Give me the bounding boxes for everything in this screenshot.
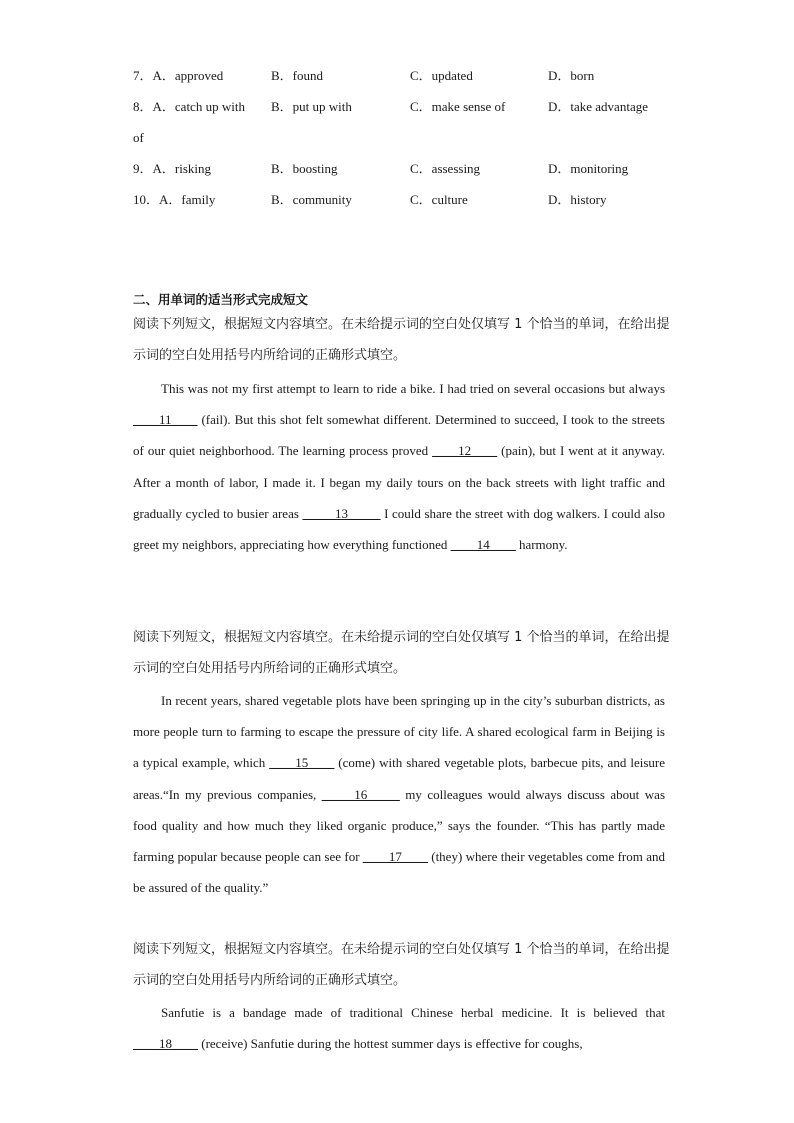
blank-12: ____12____ bbox=[432, 443, 498, 459]
q9-option-c: C．assessing bbox=[410, 161, 481, 176]
blank-18: ____18____ bbox=[133, 1036, 198, 1052]
q9-option-d: D．monitoring bbox=[548, 161, 629, 176]
q7-option-d: D．born bbox=[548, 68, 595, 83]
blank-13: _____13_____ bbox=[302, 505, 381, 521]
instruction-3: 阅读下列短文，根据短文内容填空。在未给提示词的空白处仅填写 1 个恰当的单词，在给出提示词的空白处用括号内所给词的正确形式填空。 bbox=[133, 942, 670, 988]
blank-16: _____16_____ bbox=[321, 786, 400, 802]
instruction-1: 阅读下列短文，根据短文内容填空。在未给提示词的空白处仅填写 1 个恰当的单词，在给出提示词的空白处用括号内所给词的正确形式填空。 bbox=[133, 317, 670, 363]
q8-option-b: B．put up with bbox=[271, 99, 352, 114]
q10-option-d: D．history bbox=[548, 192, 607, 207]
q9-option-b: B．boosting bbox=[271, 161, 338, 176]
blank-11: ____11____ bbox=[133, 412, 198, 428]
q7-option-c: C．updated bbox=[410, 68, 473, 83]
passage-2 bbox=[133, 685, 665, 903]
passage-text: my colleagues would always discuss about was food quality and how much they liked organic produce,” says the founder. “This has partly made farming popular because people can see for bbox=[133, 786, 666, 865]
passage-text: This was not my first attempt to learn to ride a bike. I had tried on several occasions but always bbox=[161, 381, 665, 396]
passage-1 bbox=[133, 373, 665, 560]
passage-3 bbox=[133, 997, 665, 1059]
passage-text: Sanfutie is a bandage made of traditional Chinese herbal medicine. It is believed that bbox=[161, 1005, 665, 1020]
passage-text: (pain), but I went at it anyway. After a month of labor, I made it. I began my daily tours on the back streets with light traffic and gradually cycled to busier areas bbox=[133, 443, 665, 521]
passage-text: (fail). But this shot felt somewhat different. Determined to succeed, I took to the streets of our quiet neighborhood. The learning process proved bbox=[133, 412, 665, 459]
instruction-2: 阅读下列短文，根据短文内容填空。在未给提示词的空白处仅填写 1 个恰当的单词，在给出提示词的空白处用括号内所给词的正确形式填空。 bbox=[133, 630, 670, 676]
section-heading: 二、用单词的适当形式完成短文 bbox=[133, 292, 309, 307]
q10-option-a: 10．A．family bbox=[133, 192, 216, 207]
passage-text: (receive) Sanfutie during the hottest summer days is effective for coughs, bbox=[198, 1036, 583, 1052]
q7-option-a: 7．A．approved bbox=[133, 68, 224, 83]
blank-15: ____15____ bbox=[269, 755, 335, 771]
q7-option-b: B．found bbox=[271, 68, 324, 83]
q10-option-b: B．community bbox=[271, 192, 352, 207]
passage-text: harmony. bbox=[515, 537, 568, 553]
q8-option-d-continuation: of bbox=[133, 130, 144, 145]
q8-option-c: C．make sense of bbox=[410, 99, 506, 114]
passage-text: In recent years, shared vegetable plots have been springing up in the city’s suburban districts, as more people turn to farming to escape the pressure of city life. A shared ecological farm in Beijing is a typical example, which bbox=[133, 693, 665, 771]
passage-text: (they) where their vegetables come from and be assured of the quality.” bbox=[133, 849, 665, 896]
q8-option-a: 8．A．catch up with bbox=[133, 99, 245, 114]
q10-option-c: C．culture bbox=[410, 192, 468, 207]
blank-14: ____14____ bbox=[450, 537, 516, 553]
q8-option-d: D．take advantage bbox=[548, 99, 648, 114]
passage-text: I could share the street with dog walkers. I could also greet my neighbors, appreciating how everything functioned bbox=[133, 505, 665, 553]
passage-text: (come) with shared vegetable plots, barbecue pits, and leisure areas.“In my previous companies, bbox=[133, 755, 665, 802]
blank-17: ____17____ bbox=[362, 849, 428, 865]
q9-option-a: 9．A．risking bbox=[133, 161, 212, 176]
